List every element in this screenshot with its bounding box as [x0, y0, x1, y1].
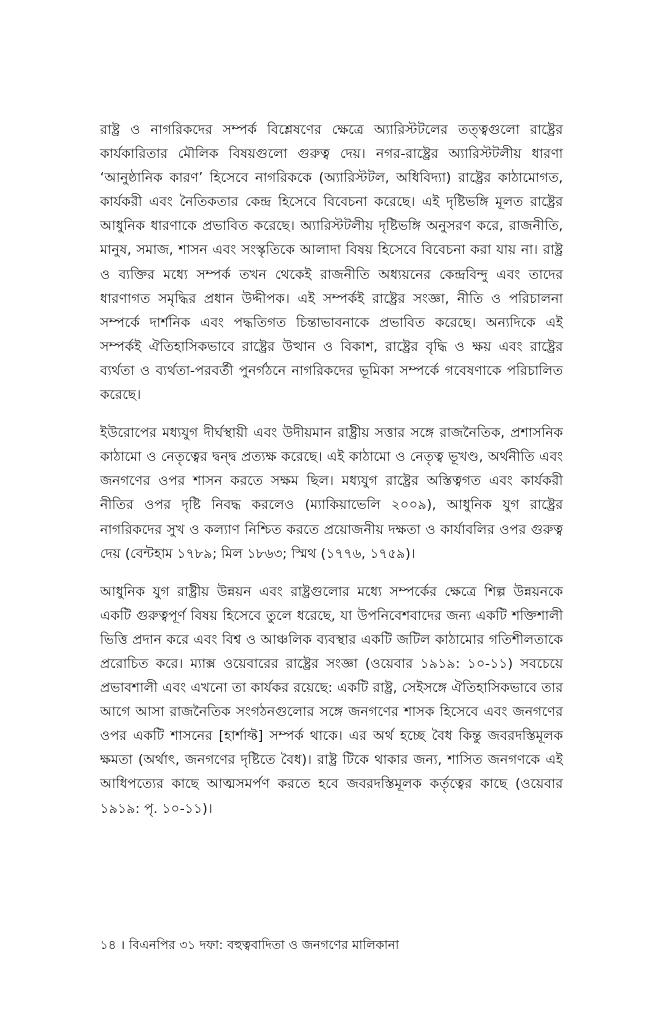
- paragraph-medieval-europe: ইউরোপের মধ্যযুগ দীর্ঘস্থায়ী এবং উদীয়মান রাষ্ট্রীয় সত্তার সঙ্গে রাজনৈতিক, প্রশাসনিক কাঠামো ও নেতৃত্বের দ্বন্দ্ব প্রত্যক্ষ করেছে। এই কাঠামো ও নেতৃত্ব ভূখণ্ড, অর্থনীতি এবং জনগণের ওপর শাসন করতে সক্ষম ছিল। মধ্যযুগ রাষ্ট্রের অস্তিত্বগত এবং কার্যকরী নীতির ওপর দৃষ্টি নিবদ্ধ করলেও (ম্যাকিয়াভেলি ২০০৯), আধুনিক যুগ রাষ্ট্রের নাগরিকদের সুখ ও কল্যাণ নিশ্চিত করতে প্রয়োজনীয় দক্ষতা ও কার্যাবলির ওপর গুরুত্ব দেয় (বেন্টহাম ১৭৮৯; মিল ১৮৬৩; স্মিথ (১৭৭৬, ১৭৫৯)।: [100, 425, 563, 562]
- paragraph-modern-era-weber: আধুনিক যুগ রাষ্ট্রীয় উন্নয়ন এবং রাষ্ট্রগুলোর মধ্যে সম্পর্কের ক্ষেত্রে শিল্প উন্নয়নকে একটি গুরুত্বপূর্ণ বিষয় হিসেবে তুলে ধরেছে, যা উপনিবেশবাদের জন্য একটি শক্তিশালী ভিত্তি প্রদান করে এবং বিশ্ব ও আঞ্চলিক ব্যবস্থার একটি জটিল কাঠামোর গতিশীলতাকে প্ররোচিত করে। ম্যাক্স ওয়েবারের রাষ্ট্রের সংজ্ঞা (ওয়েবার ১৯১৯: ১০-১১) সবচেয়ে প্রভাবশালী এবং এখনো তা কার্যকর রয়েছে: একটি রাষ্ট্র, সেইসঙ্গে ঐতিহাসিকভাবে তার আগে আসা রাজনৈতিক সংগঠনগুলোর সঙ্গে জনগণের শাসক হিসেবে এবং জনগণের ওপর একটি শাসনের [হার্শাফ্ট] সম্পর্ক থাকে। এর অর্থ হচ্ছে বৈধ কিন্তু জবরদস্তিমূলক ক্ষমতা (অর্থাৎ, জনগণের দৃষ্টিতে বৈধ)। রাষ্ট্র টিকে থাকার জন্য, শাসিত জনগণকে এই আধিপত্যের কাছে আত্মসমর্পণ করতে হবে জবরদস্তিমূলক কর্তৃত্বের কাছে (ওয়েবার ১৯১৯: পৃ. ১০-১১)।: [100, 583, 563, 817]
- page-footer: [100, 936, 563, 954]
- paragraph-aristotle-state-citizen: রাষ্ট্র ও নাগরিকদের সম্পর্ক বিশ্লেষণের ক্ষেত্রে অ্যারিস্টটলের তত্ত্বগুলো রাষ্ট্রের কার্যকারিতার মৌলিক বিষয়গুলো গুরুত্ব দেয়। নগর-রাষ্ট্রের অ্যারিস্টটলীয় ধারণা ‘আনুষ্ঠানিক কারণ’ হিসেবে নাগরিককে (অ্যারিস্টটল, অধিবিদ্যা) রাষ্ট্রের কাঠামোগত, কার্যকরী এবং নৈতিকতার কেন্দ্র হিসেবে বিবেচনা করেছে। এই দৃষ্টিভঙ্গি মূলত রাষ্ট্রের আধুনিক ধারণাকে প্রভাবিত করেছে। অ্যারিস্টটলীয় দৃষ্টিভঙ্গি অনুসরণ করে, রাজনীতি, মানুষ, সমাজ, শাসন এবং সংস্কৃতিকে আলাদা বিষয় হিসেবে বিবেচনা করা যায় না। রাষ্ট্র ও ব্যক্তির মধ্যে সম্পর্ক তখন থেকেই রাজনীতি অধ্যয়নের কেন্দ্রবিন্দু এবং তাদের ধারণাগত সমৃদ্ধির প্রধান উদ্দীপক। এই সম্পর্কই রাষ্ট্রের সংজ্ঞা, নীতি ও পরিচালনা সম্পর্কে দার্শনিক এবং পদ্ধতিগত চিন্তাভাবনাকে প্রভাবিত করেছে। অন্যদিকে এই সম্পর্কই ঐতিহাসিকভাবে রাষ্ট্রের উত্থান ও বিকাশ, রাষ্ট্রের বৃদ্ধি ও ক্ষয় এবং রাষ্ট্রের ব্যর্থতা ও ব্যর্থতা-পরবর্তী পুনর্গঠনে নাগরিকদের ভূমিকা সম্পর্কে গবেষণাকে পরিচালিত করেছে।: [100, 122, 563, 404]
- page-number: ১৪: [100, 937, 117, 952]
- page-body: [100, 118, 563, 835]
- footer-separator: ।: [120, 937, 125, 952]
- running-title: বিএনপির ৩১ দফা: বহুত্ববাদিতা ও জনগণের মালিকানা: [128, 937, 400, 952]
